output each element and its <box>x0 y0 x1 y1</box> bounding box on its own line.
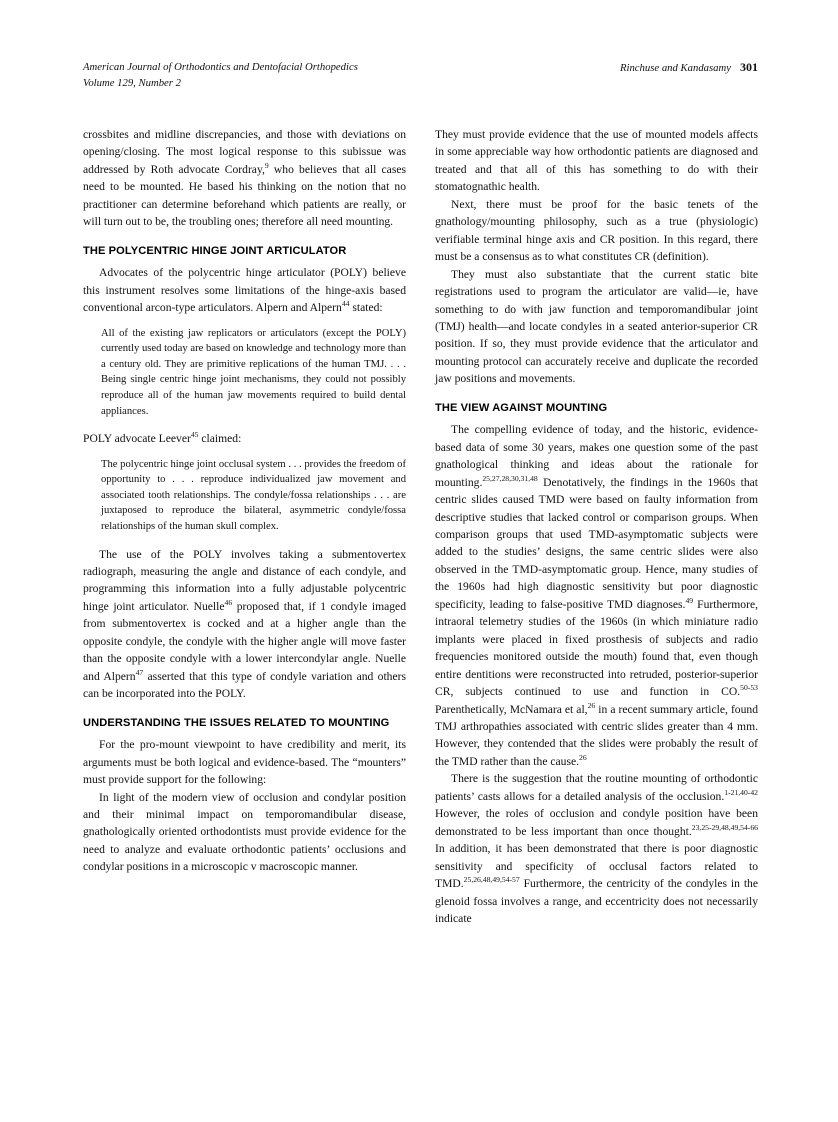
citation-ref: 25,26,48,49,54-57 <box>463 875 520 885</box>
spacer <box>83 419 406 430</box>
blockquote-leever <box>83 448 406 535</box>
paragraph-text: Parenthetically, McNamara et al, <box>435 702 588 716</box>
citation-ref: 1-21,40-42 <box>724 787 758 797</box>
running-head-journal <box>83 60 358 91</box>
citation-ref: 23,25-29,48,49,54-66 <box>691 822 758 832</box>
citation-ref: 47 <box>135 667 144 677</box>
heading-view-against-mounting: THE VIEW AGAINST MOUNTING <box>435 401 608 414</box>
running-head-authors: Rinchuse and Kandasamy <box>619 62 731 74</box>
citation-ref: 26 <box>587 700 596 710</box>
paragraph-text: asserted that this type of condyle variation and others can be incorporated into the POLY. <box>83 669 406 701</box>
left-column <box>83 126 406 1056</box>
paragraph-next-proof: Next, there must be proof for the basic tenets of the gnathology/mounting philosophy, such as a true (physiologic) verifiable terminal hinge axis and CR position. In this regard, there must be a consensus as to what constitutes CR (definition). <box>435 197 758 264</box>
paragraph-text: The use of the POLY involves taking a submentovertex radiograph, measuring the angle and distance of each condyle, and programming this information into a fully adjustable polycentric hinge joint articulator. Nuelle <box>83 547 406 613</box>
paragraph-poly-advocates <box>83 264 406 316</box>
paragraph-text: There is the suggestion that the routine mounting of orthodontic patients’ casts allows for a detailed analysis of the occlusion. <box>435 772 758 803</box>
citation-ref: 45 <box>190 430 199 440</box>
paragraph-substantiate: They must also substantiate that the current static bite registrations used to program the articulator are valid—ie, have something to do with jaw function and temporomandibular joint (TMJ) health—and locate condyles in a seated anterior-superior CR position. If so, they must provide evidence that the articulator and mounting protocol can accurately receive and duplicate the recorded jaw positions and movements. <box>435 267 758 386</box>
citation-ref: 9 <box>264 161 269 171</box>
paragraph-text: In addition, it has been demonstrated that there is poor diagnostic sensitivity and specificity of occlusal factors related to TMD. <box>435 842 758 891</box>
heading-polycentric-hinge-joint-articulator: THE POLYCENTRIC HINGE JOINT ARTICULATOR <box>83 244 347 257</box>
paragraph-promount: For the pro-mount viewpoint to have credibility and merit, its arguments must be both logical and evidence-based. The “mounters” must provide support for the following: <box>83 738 406 787</box>
paragraph-text: However, the roles of occlusion and condyle position have been demonstrated to be less important than once thought. <box>435 807 758 838</box>
paragraph-compelling-evidence <box>435 421 758 770</box>
paragraph-poly-use <box>83 546 406 703</box>
paragraph-text: The compelling evidence of today, and the historic, evidence-based data of some 30 years, makes one question some of the past gnathological thinking and ideas about the rationale for mounting. <box>435 423 758 489</box>
paragraph-text: Furthermore, the centricity of the condyles in the glenoid fossa involves a range, and eccentricity does not necessarily indicate <box>435 877 758 925</box>
blockquote-text: All of the existing jaw replicators or articulators (except the POLY) currently used today are based on knowledge and technology more than a century old. They are primitive replications of the human TMJ. . . . Being single centric hinge joint mechanisms, they could not possibly reproduce all of the human jaw movements required to build dental appliances. <box>101 327 406 417</box>
citation-ref: 50-53 <box>740 683 758 693</box>
page-number: 301 <box>740 60 758 74</box>
citation-ref: 26 <box>579 753 587 763</box>
paragraph-text: Advocates of the polycentric hinge articulator (POLY) believe this instrument resolves some limitations of the hinge-axis based conventional arcon-type articulators. Alpern and Alpern <box>83 266 406 315</box>
spacer <box>83 535 406 546</box>
paragraph-text: Denotatively, the findings in the 1960s that centric slides caused TMD were based on faulty information from descriptive studies that lacked control or comparison groups. When comparison groups that used TMD-asymptomatic subjects were added to the studies’ designs, the same centric slides were also observed in the TMD-asymptomatic group. Hence, many studies of the 1960s had high diagnostic sensitivity but poor diagnostic specificity, leading to false-positive TMD diagnoses. <box>435 475 758 611</box>
citation-ref: 44 <box>341 299 350 309</box>
paragraph-text: Furthermore, intraoral telemetry studies of the 1960s (in which miniature radio implants were placed in fixed prosthesis of subjects and radio frequencies monitored outside the mouth) found that, even though entire dentitions were reconstructed into retruded, posterior-superior CR, subjects continued to use and function in CO. <box>435 597 759 699</box>
blockquote-alpern <box>83 317 406 420</box>
paragraph-suggestion-routine-mounting <box>435 770 758 927</box>
paragraph-text: claimed: <box>198 432 242 446</box>
heading-understanding-issues-mounting: UNDERSTANDING THE ISSUES RELATED TO MOUNTING <box>83 716 390 729</box>
running-head <box>83 60 758 91</box>
paragraph-text: stated: <box>349 301 383 315</box>
body-columns <box>83 126 758 1056</box>
paragraph-continued <box>83 126 406 231</box>
paragraph-text: POLY advocate Leever <box>83 432 191 446</box>
citation-ref: 49 <box>685 595 694 605</box>
paragraph-in-light: In light of the modern view of occlusion and condylar position and their minimal impact on temporomandibular disease, gnathologically oriented orthodontists must provide evidence for the need to analyze and evaluate orthodontic patients’ occlusions and condylar positions in a microscopic v macroscopic manner. <box>83 790 406 874</box>
paragraph-leever-claim <box>83 430 406 447</box>
blockquote-text: The polycentric hinge joint occlusal system . . . provides the freedom of opportunity to . . . reproduce individualized jaw movement and associated tooth relationships. The condyle/fossa relationships . . . are juxtaposed to reproduce the bilateral, asymmetric condyle/fossa relationships of the human skull complex. <box>101 458 406 532</box>
paragraph-text: crossbites and midline discrepancies, and those with deviations on opening/closing. The most logical response to this subissue was addressed by Roth advocate Cordray, <box>83 128 406 176</box>
journal-title: American Journal of Orthodontics and Dentofacial Orthopedics <box>83 61 358 73</box>
journal-volume-issue: Volume 129, Number 2 <box>83 76 181 89</box>
paragraph-text: in a recent summary article, found TMJ arthropathies associated with centric slides greater than 4 mm. However, they contended that the slides were probably the result of the TMD rather than the cause. <box>435 702 758 768</box>
paragraph-text: who believes that all cases need to be mounted. He based his thinking on the notion that no practitioner can determine beforehand which patients are really, or will turn out to be, the troubling ones; therefore all need mounting. <box>83 162 406 229</box>
citation-ref: 25,27,28,30,31,48 <box>482 473 538 483</box>
right-column <box>435 126 758 1056</box>
running-head-authors-page <box>620 60 758 77</box>
paragraph-must-provide-evidence: They must provide evidence that the use of mounted models affects in some appreciable way how orthodontic patients are diagnosed and treated and that all of this has something to do with their stomatognathic health. <box>435 128 758 194</box>
citation-ref: 46 <box>224 598 233 608</box>
paragraph-text: proposed that, if 1 condyle imaged from submentovertex is cocked and at a higher angle than the opposite condyle, the condyle with the higher angle will move faster than the opposite condyle with a lower intercondylar angle. Nuelle and Alpern <box>83 599 406 683</box>
